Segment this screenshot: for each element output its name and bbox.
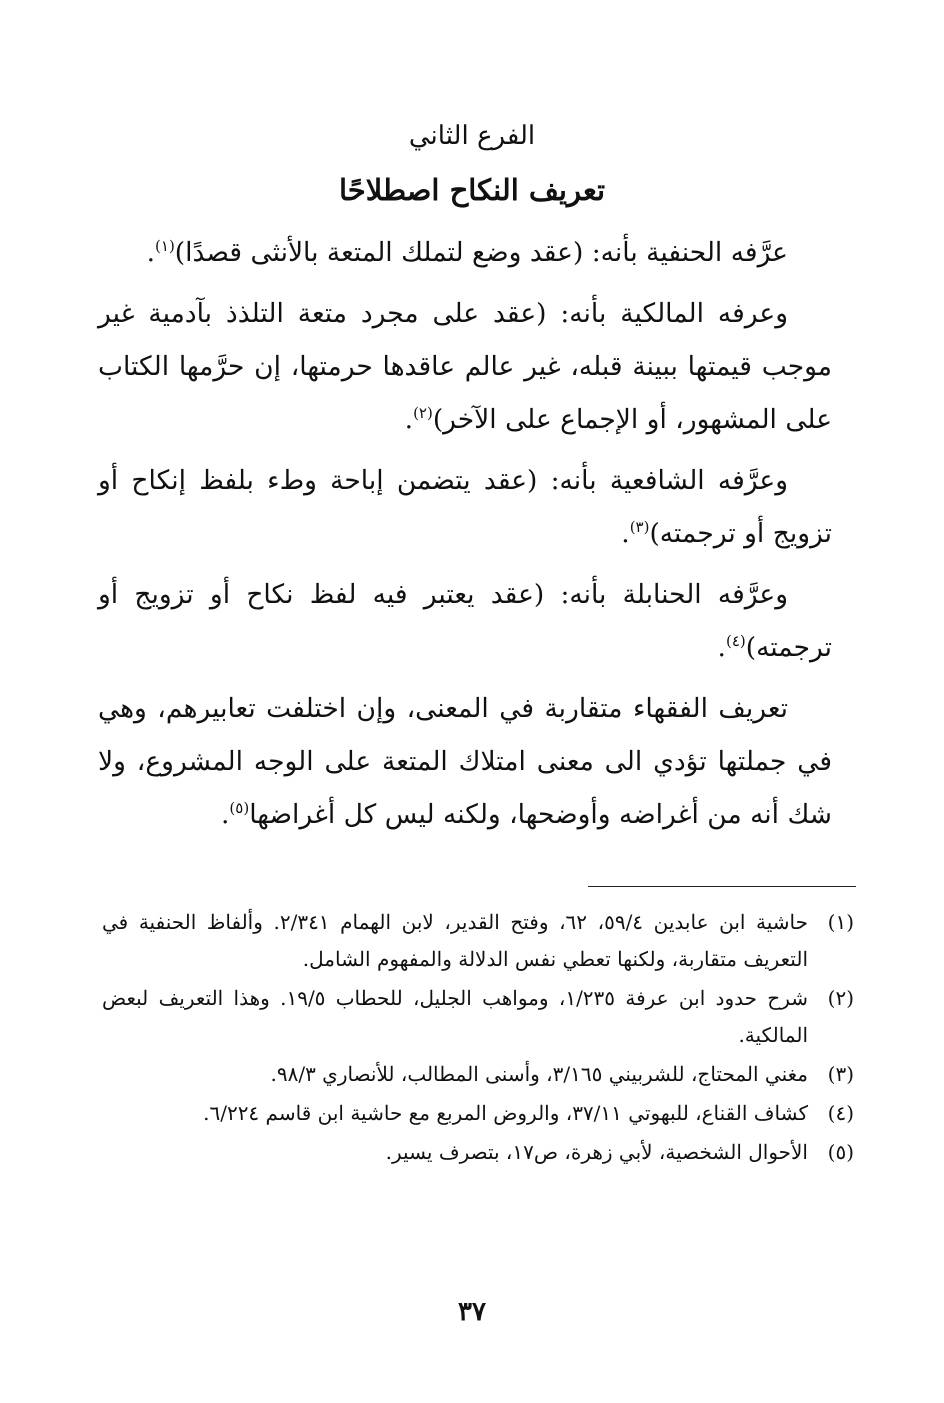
paragraph-summary <box>98 682 832 841</box>
footnote-item <box>102 904 854 978</box>
paragraph-text: وعرَّفه الحنابلة بأنه: (عقد يعتبر فيه لفظ نكاح أو تزويج أو ترجمته) <box>98 579 832 663</box>
footnote-text: كشاف القناع، للبهوتي ٣٧/١١، والروض المربع مع حاشية ابن قاسم ٦/٢٢٤. <box>203 1101 808 1125</box>
footnote-ref: (٥) <box>229 799 250 818</box>
footnote-number: (٢) <box>827 986 854 1010</box>
footnote-ref: (٤) <box>725 632 746 651</box>
paragraph-text: عرَّفه الحنفية بأنه: (عقد وضع لتملك المتعة بالأنثى قصدًا) <box>174 237 788 268</box>
paragraph-end: . <box>717 632 726 663</box>
section-subtitle: الفرع الثاني <box>408 121 536 151</box>
paragraph-text: وعرفه المالكية بأنه: (عقد على مجرد متعة التلذذ بآدمية غير موجب قيمتها ببينة قبله، غير عالم عاقدها حرمتها، إن حرَّمها الكتاب على المشهور، أو الإجماع على الآخر) <box>98 298 832 435</box>
paragraph-shafii <box>98 454 832 560</box>
page-number: ٣٧ <box>458 1297 486 1327</box>
paragraph-hanafi <box>98 226 832 279</box>
paragraph-hanbali <box>98 568 832 674</box>
footnote-text: حاشية ابن عابدين ٥٩/٤، ٦٢، وفتح القدير، لابن الهمام ٢/٣٤١. وألفاظ الحنفية في التعريف متقاربة، ولكنها تعطي نفس الدلالة والمفهوم الشامل. <box>102 910 809 971</box>
footnote-number: (٣) <box>827 1062 854 1086</box>
paragraph-end: . <box>621 518 630 549</box>
footnote-item <box>102 1056 854 1093</box>
footnote-ref: (١) <box>155 237 175 256</box>
paragraph-end: . <box>404 404 414 435</box>
paragraph-maliki <box>98 287 832 446</box>
footnote-number: (٤) <box>827 1101 854 1125</box>
footnote-number: (٥) <box>827 1140 854 1164</box>
footnote-text: مغني المحتاج، للشربيني ٣/١٦٥، وأسنى المطالب، للأنصاري ٩٨/٣. <box>270 1062 808 1086</box>
footnotes <box>102 904 854 1173</box>
paragraph-end: . <box>146 237 156 268</box>
footnote-number: (١) <box>827 910 854 934</box>
footnote-item <box>102 980 854 1054</box>
footnote-ref: (٢) <box>413 404 433 423</box>
footnote-text: الأحوال الشخصية، لأبي زهرة، ص١٧، بتصرف يسير. <box>385 1140 808 1164</box>
footnote-ref: (٣) <box>629 518 650 537</box>
footnote-text: شرح حدود ابن عرفة ١/٢٣٥، ومواهب الجليل، للحطاب ١٩/٥. وهذا التعريف لبعض المالكية. <box>102 986 808 1047</box>
paragraph-end: . <box>220 799 230 830</box>
footnote-separator <box>588 886 856 887</box>
paragraph-text: وعرَّفه الشافعية بأنه: (عقد يتضمن إباحة وطء بلفظ إنكاح أو تزويج أو ترجمته) <box>98 465 832 549</box>
footnote-item <box>102 1134 854 1171</box>
paragraph-text: تعريف الفقهاء متقاربة في المعنى، وإن اختلفت تعابيرهم، وهي في جملتها تؤدي الى معنى امتلاك المتعة على الوجه المشروع، ولا شك أنه من أغراضه وأوضحها، ولكنه ليس كل أغراضها <box>98 693 832 830</box>
body-text <box>98 226 832 849</box>
section-title: تعريف النكاح اصطلاحًا <box>338 173 606 207</box>
footnote-item <box>102 1095 854 1132</box>
